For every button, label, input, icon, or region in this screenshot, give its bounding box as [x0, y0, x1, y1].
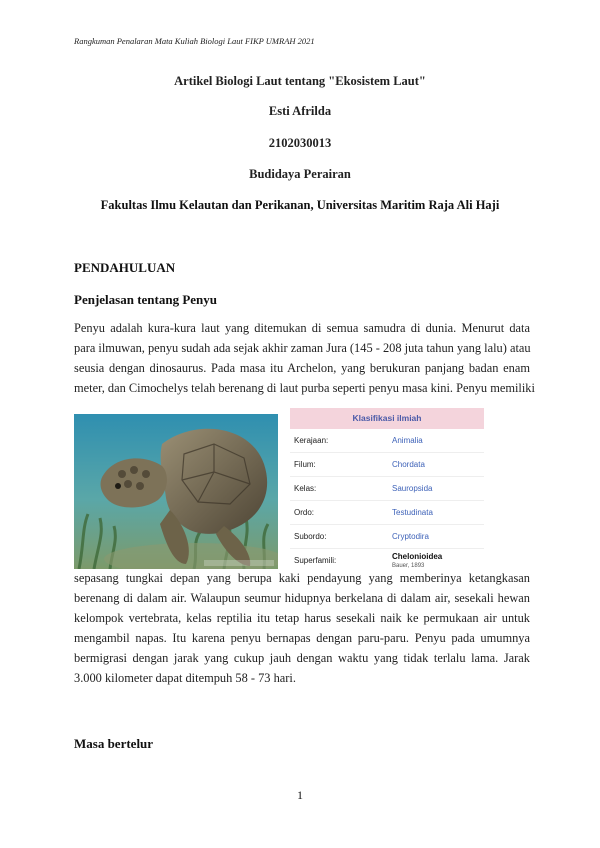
paragraph-line: mengambil napas. Itu karena penyu bernapas dengan paru-paru. Penyu pada umumnya: [74, 631, 530, 645]
student-id: 2102030013: [268, 136, 332, 150]
classification-box: [290, 408, 484, 570]
study-program: Budidaya Perairan: [249, 167, 351, 181]
classification-link[interactable]: Cryptodira: [392, 532, 429, 541]
subsection-heading-penyu: Penjelasan tentang Penyu: [74, 292, 217, 307]
paragraph-line: seusia dengan dinosaurus. Pada masa itu Archelon, yang berukuran panjang badan enam: [74, 361, 530, 375]
sea-turtle-illustration: [74, 414, 278, 569]
classification-row: [290, 453, 484, 477]
classification-row: [290, 501, 484, 525]
classification-key: Subordo:: [294, 532, 327, 541]
running-header: Rangkuman Penalaran Mata Kuliah Biologi Laut FIKP UMRAH 2021: [74, 36, 315, 46]
faculty-university: Fakultas Ilmu Kelautan dan Perikanan, Universitas Maritim Raja Ali Haji: [100, 198, 500, 212]
page-number: 1: [297, 788, 303, 802]
paragraph-line: sepasang tungkai depan yang berupa kaki pendayung yang memberinya ketangkasan: [74, 571, 530, 585]
classification-link[interactable]: Chordata: [392, 460, 425, 469]
classification-row: [290, 477, 484, 501]
paragraph-line: Penyu adalah kura-kura laut yang ditemukan di semua samudra di dunia. Menurut data: [74, 321, 530, 335]
classification-header: Klasifikasi ilmiah: [290, 408, 484, 429]
classification-key: Kerajaan:: [294, 436, 329, 445]
classification-value: Chelonioidea: [392, 552, 443, 561]
classification-key: Ordo:: [294, 508, 315, 517]
classification-link[interactable]: Animalia: [392, 436, 423, 445]
classification-row: [290, 525, 484, 549]
classification-row: [290, 429, 484, 453]
classification-link[interactable]: Testudinata: [392, 508, 433, 517]
paragraph-line: 3.000 kilometer dapat ditempuh 58 - 73 hari.: [74, 671, 296, 685]
classification-key: Kelas:: [294, 484, 317, 493]
classification-authority: Bauer, 1893: [392, 563, 425, 569]
paragraph-line: para ilmuwan, penyu sudah ada sejak akhir zaman Jura (145 - 208 juta tahun yang lalu) atau: [74, 341, 531, 355]
paragraph-body: [74, 568, 530, 688]
paragraph-line: berenang di dalam air. Walaupun seumur hidupnya berkelana di dalam air, sesekali hewan: [74, 591, 530, 605]
paragraph-intro: [74, 318, 535, 398]
sea-turtle-photo: [74, 414, 278, 569]
paragraph-line: kelompok vertebrata, kelas reptilia itu tetap harus sesekali naik ke permukaan air untuk: [74, 611, 530, 625]
classification-key: Filum:: [294, 460, 316, 469]
paragraph-line: bermigrasi dengan jarak yang cukup jauh dengan waktu yang tidak terlalu lama. Jarak: [74, 651, 530, 665]
classification-key: Superfamili:: [294, 556, 337, 565]
author-name: Esti Afrilda: [268, 104, 332, 118]
article-title: Artikel Biologi Laut tentang "Ekosistem Laut": [174, 74, 426, 88]
section-heading-masa-bertelur: Masa bertelur: [74, 736, 154, 751]
classification-link[interactable]: Sauropsida: [392, 484, 433, 493]
section-heading-pendahuluan: PENDAHULUAN: [74, 260, 176, 275]
paragraph-line: meter, dan Cimochelys telah berenang di laut purba seperti penyu masa kini. Penyu memiliki: [74, 381, 535, 395]
